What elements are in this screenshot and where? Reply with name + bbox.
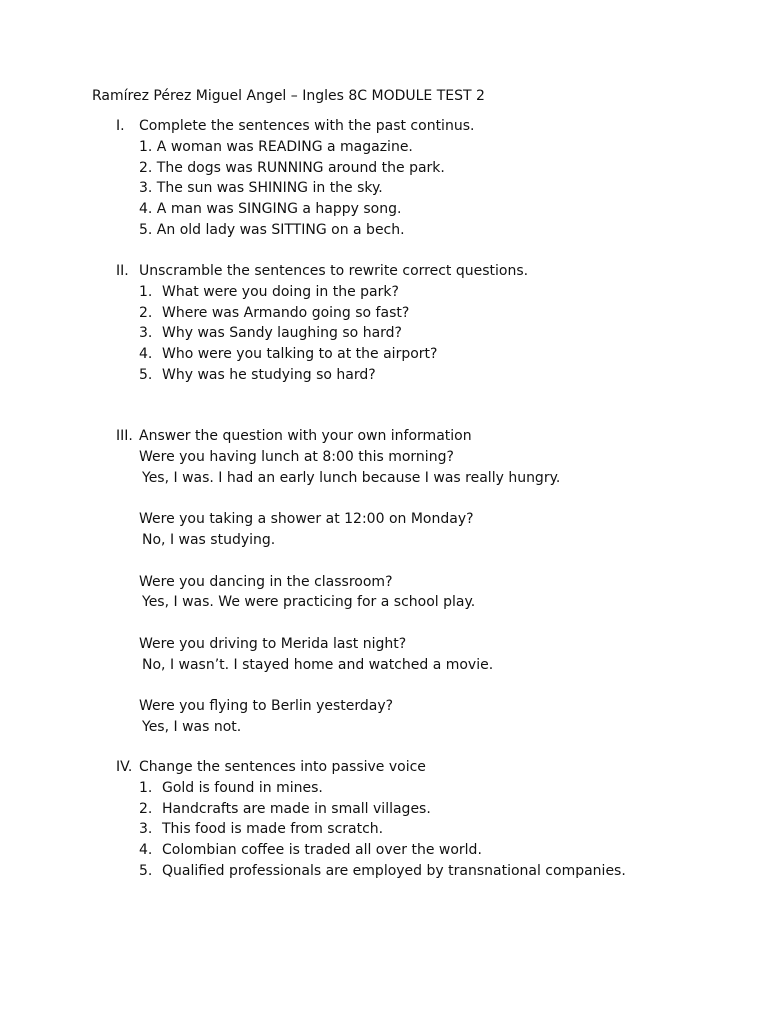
section-1-list — [0, 137, 768, 241]
list-item: 3. The sun was SHINING in the sky. — [139, 180, 383, 197]
section-4-list — [0, 778, 768, 882]
document-header: Ramírez Pérez Miguel Angel – Ingles 8C MODULE TEST 2 — [92, 88, 485, 104]
list-item: 4. A man was SINGING a happy song. — [139, 201, 402, 218]
answer: Yes, I was. I had an early lunch because I was really hungry. — [142, 469, 561, 486]
question: Were you having lunch at 8:00 this morning? — [139, 448, 454, 465]
list-item: 2. Where was Armando going so fast? — [139, 304, 410, 321]
section-1-title: Complete the sentences with the past continus. — [139, 118, 475, 134]
answer: No, I wasn’t. I stayed home and watched a movie. — [142, 656, 494, 673]
list-item: 1. A woman was READING a magazine. — [139, 138, 413, 155]
question: Were you dancing in the classroom? — [139, 573, 393, 590]
section-3-title: Answer the question with your own information — [139, 428, 472, 444]
question: Were you driving to Merida last night? — [139, 635, 407, 652]
list-item: 3. This food is made from scratch. — [139, 821, 384, 838]
list-item: 5. Qualified professionals are employed by transnational companies. — [139, 862, 626, 879]
answer: No, I was studying. — [142, 531, 276, 548]
section-2-number: II. — [116, 263, 129, 279]
list-item: 4. Who were you talking to at the airport? — [139, 346, 438, 363]
list-item: 5. Why was he studying so hard? — [139, 366, 376, 383]
question: Were you flying to Berlin yesterday? — [139, 698, 394, 715]
section-3-qa-list — [0, 447, 768, 759]
section-1-number: I. — [116, 118, 125, 134]
section-3-number: III. — [116, 428, 133, 444]
question-answer — [0, 509, 768, 571]
question: Were you taking a shower at 12:00 on Monday? — [139, 511, 474, 528]
list-item: 2. Handcrafts are made in small villages. — [139, 800, 431, 817]
section-2-list — [0, 282, 768, 386]
section-4-title: Change the sentences into passive voice — [139, 759, 426, 775]
answer: Yes, I was not. — [142, 719, 242, 736]
question-answer — [0, 572, 768, 634]
list-item: 4. Colombian coffee is traded all over the world. — [139, 842, 482, 859]
question-answer — [0, 447, 768, 509]
list-item: 3. Why was Sandy laughing so hard? — [139, 325, 402, 342]
section-4-number: IV. — [116, 759, 133, 775]
list-item: 2. The dogs was RUNNING around the park. — [139, 159, 445, 176]
answer: Yes, I was. We were practicing for a school play. — [142, 594, 476, 611]
section-2-title: Unscramble the sentences to rewrite correct questions. — [139, 263, 529, 279]
list-item: 1. Gold is found in mines. — [139, 779, 323, 796]
list-item: 1. What were you doing in the park? — [139, 283, 399, 300]
question-answer — [0, 634, 768, 696]
question-answer — [0, 696, 768, 758]
list-item: 5. An old lady was SITTING on a bech. — [139, 221, 405, 238]
